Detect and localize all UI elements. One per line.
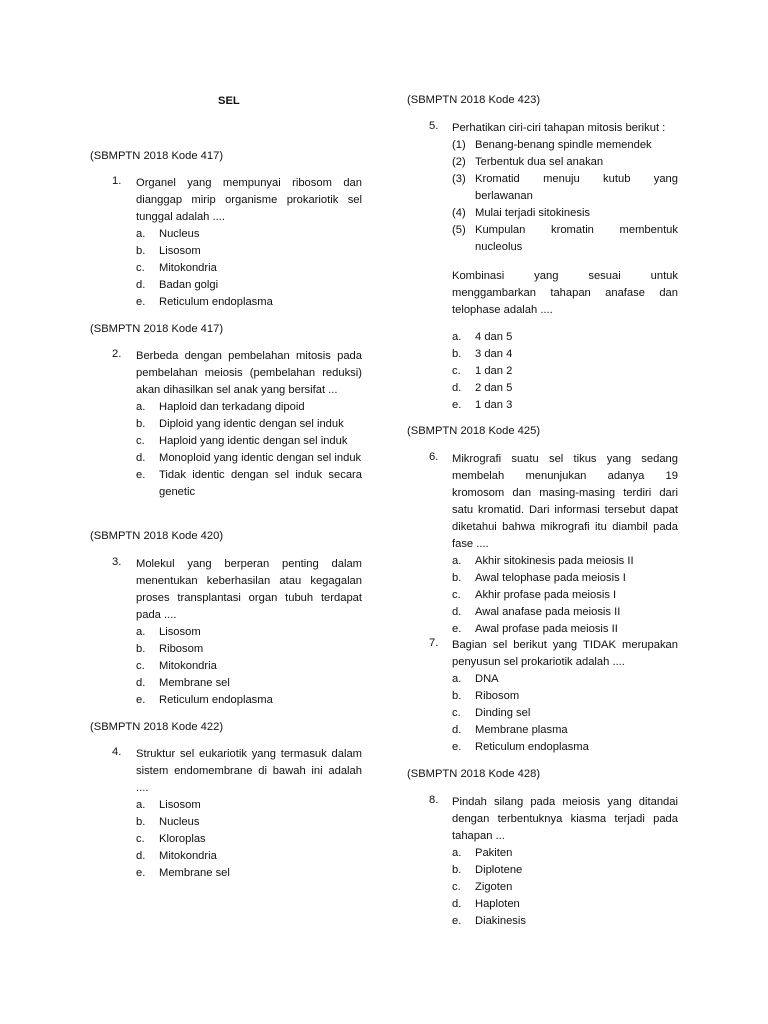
option: e. Diakinesis	[452, 915, 526, 927]
question-text: Organel yang mempunyai ribosom dan dianggap mirip organisme prokariotik sel tunggal adalah ....	[136, 177, 362, 223]
question-text: Berbeda dengan pembelahan mitosis pada pembelahan meiosis (pembelahan reduksi) akan dihasilkan sel anak yang bersifat ...	[136, 350, 362, 396]
question-4	[112, 746, 362, 882]
question-number: 6.	[429, 451, 439, 463]
option: d. Membrane sel	[136, 677, 230, 689]
option: d. Badan golgi	[136, 279, 219, 291]
question-3	[112, 556, 362, 709]
source-label: (SBMPTN 2018 Kode 420)	[90, 530, 224, 542]
option-list	[136, 226, 362, 311]
statement: (5) Kumpulan kromatin membentuk nucleolus	[452, 224, 678, 253]
question-5	[429, 120, 678, 414]
source-label: (SBMPTN 2018 Kode 428)	[407, 768, 541, 780]
option: c. 1 dan 2	[452, 365, 513, 377]
option: a. Lisosom	[136, 799, 201, 811]
option: d. Monoploid yang identic dengan sel induk	[136, 452, 362, 464]
option: b. Awal telophase pada meiosis I	[452, 572, 626, 584]
option: c. Kloroplas	[136, 833, 206, 845]
question-text: Bagian sel berikut yang TIDAK merupakan penyusun sel prokariotik adalah ....	[452, 639, 678, 668]
option: a. Lisosom	[136, 626, 201, 638]
question-number: 8.	[429, 794, 439, 806]
question-8	[429, 794, 678, 930]
option: a. 4 dan 5	[452, 331, 513, 343]
option: e. Reticulum endoplasma	[136, 296, 273, 308]
question-text: Molekul yang berperan penting dalam menentukan keberhasilan atau kegagalan proses transplantasi organ tubuh terdapat pada ....	[136, 558, 362, 621]
option: b. Ribosom	[452, 690, 520, 702]
question-2	[112, 348, 362, 501]
source-label: (SBMPTN 2018 Kode 425)	[407, 425, 541, 437]
option: a. Haploid dan terkadang dipoid	[136, 401, 305, 413]
question-text: Struktur sel eukariotik yang termasuk dalam sistem endomembrane di bawah ini adalah ....	[136, 748, 362, 794]
option: e. Membrane sel	[136, 867, 230, 879]
option: a. Akhir sitokinesis pada meiosis II	[452, 555, 634, 567]
option-list	[452, 553, 678, 638]
option: e. Awal profase pada meiosis II	[452, 623, 618, 635]
option-list	[452, 671, 678, 756]
option: b. Nucleus	[136, 816, 200, 828]
option: b. 3 dan 4	[452, 348, 513, 360]
option: c. Dinding sel	[452, 707, 531, 719]
option: e. 1 dan 3	[452, 399, 513, 411]
source-label: (SBMPTN 2018 Kode 417)	[90, 323, 224, 335]
question-prompt: Kombinasi yang sesuai untuk menggambarkan tahapan anafase dan telophase adalah ....	[452, 270, 678, 316]
question-text: Mikrografi suatu sel tikus yang sedang membelah menunjukan adanya 19 kromosom dan masing-masing terdiri dari satu kromatid. Dari informasi tersebut dapat diketahui bahwa mikrografi itu diambil pada fase ....	[452, 453, 678, 550]
option: c. Mitokondria	[136, 262, 217, 274]
option-list	[452, 329, 678, 414]
option-list	[136, 797, 362, 882]
source-label: (SBMPTN 2018 Kode 423)	[407, 94, 541, 106]
option-list	[136, 399, 362, 501]
page-title: SEL	[218, 95, 240, 107]
option: e. Reticulum endoplasma	[452, 741, 589, 753]
option: d. Membrane plasma	[452, 724, 568, 736]
option: c. Zigoten	[452, 881, 513, 893]
question-6	[429, 451, 678, 638]
option: b. Ribosom	[136, 643, 204, 655]
option: b. Diplotene	[452, 864, 523, 876]
question-number: 7.	[429, 637, 439, 649]
option: d. 2 dan 5	[452, 382, 513, 394]
statement: (2) Terbentuk dua sel anakan	[452, 156, 604, 168]
option: d. Awal anafase pada meiosis II	[452, 606, 621, 618]
question-number: 3.	[112, 556, 122, 568]
question-text: Pindah silang pada meiosis yang ditandai dengan terbentuknya kiasma terjadi pada tahapan ...	[452, 796, 678, 842]
question-text: Perhatikan ciri-ciri tahapan mitosis berikut :	[452, 122, 666, 134]
option: a. Pakiten	[452, 847, 513, 859]
source-label: (SBMPTN 2018 Kode 417)	[90, 150, 224, 162]
option: b. Diploid yang identic dengan sel induk	[136, 418, 344, 430]
question-1	[112, 175, 362, 311]
option: c. Haploid yang identic dengan sel induk	[136, 435, 348, 447]
option: c. Akhir profase pada meiosis I	[452, 589, 617, 601]
option: d. Mitokondria	[136, 850, 217, 862]
option: a. Nucleus	[136, 228, 200, 240]
question-number: 2.	[112, 348, 122, 360]
question-number: 5.	[429, 120, 439, 132]
question-number: 1.	[112, 175, 122, 187]
statement-list	[452, 137, 678, 256]
option: e. Reticulum endoplasma	[136, 694, 273, 706]
question-number: 4.	[112, 746, 122, 758]
option: c. Mitokondria	[136, 660, 217, 672]
option: b. Lisosom	[136, 245, 201, 257]
option: a. DNA	[452, 673, 499, 685]
option-list	[452, 845, 678, 930]
option-list	[136, 624, 362, 709]
option: d. Haploten	[452, 898, 520, 910]
option: e. Tidak identic dengan sel induk secara genetic	[136, 469, 362, 498]
statement: (3) Kromatid menuju kutub yang berlawanan	[452, 173, 678, 202]
statement: (4) Mulai terjadi sitokinesis	[452, 207, 591, 219]
question-7	[429, 637, 678, 756]
source-label: (SBMPTN 2018 Kode 422)	[90, 721, 224, 733]
statement: (1) Benang-benang spindle memendek	[452, 139, 652, 151]
